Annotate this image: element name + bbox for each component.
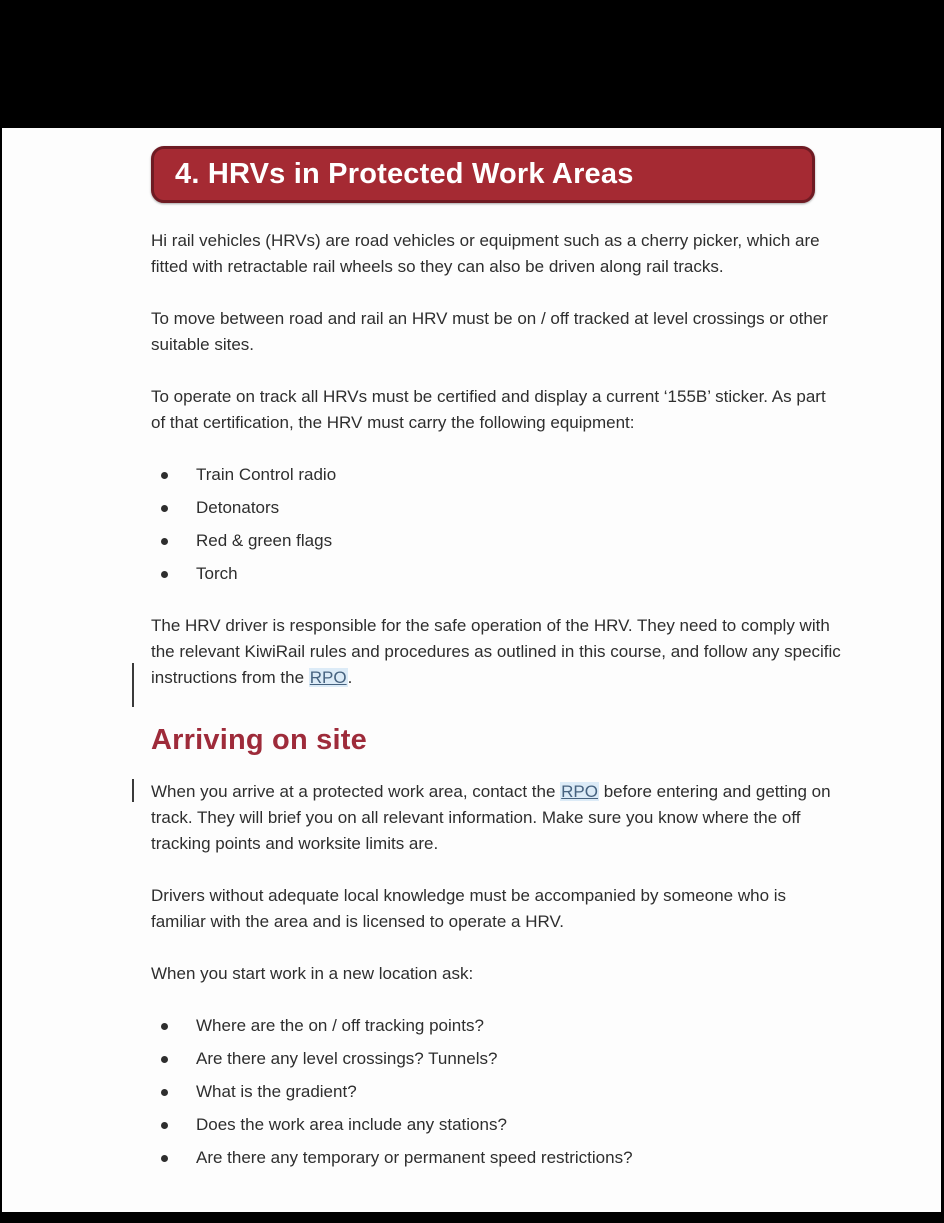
list-item: [151, 561, 843, 587]
section-heading-arriving-on-site: Arriving on site: [151, 724, 367, 756]
bullet-icon: [161, 472, 168, 479]
list-item-label: Torch: [196, 564, 238, 583]
scan-top-band: [0, 0, 944, 128]
bullet-icon: [161, 1155, 168, 1162]
chapter-title: 4. HRVs in Protected Work Areas: [175, 158, 634, 190]
paragraph-driver-responsibility: [151, 613, 843, 691]
list-item: [151, 462, 843, 488]
list-item-label: Red & green flags: [196, 531, 333, 550]
bullet-icon: [161, 1089, 168, 1096]
bullet-icon: [161, 505, 168, 512]
paragraph-on-off-tracking: To move between road and rail an HRV must be on / off tracked at level crossings or other suitable sites.: [151, 309, 828, 354]
list-item-label: Are there any level crossings? Tunnels?: [196, 1049, 498, 1068]
bullet-icon: [161, 538, 168, 545]
list-item-label: Where are the on / off tracking points?: [196, 1016, 484, 1035]
paragraph-text: When you arrive at a protected work area, contact the: [151, 782, 561, 801]
list-item: [151, 1013, 843, 1039]
paragraph-certification: To operate on track all HRVs must be certified and display a current ‘155B’ sticker. As part of that certification, the HRV must carry the following equipment:: [151, 387, 826, 432]
list-item: [151, 1046, 843, 1072]
list-item-label: Detonators: [196, 498, 280, 517]
paragraph-local-knowledge: Drivers without adequate local knowledge must be accompanied by someone who is familiar with the area and is licensed to operate a HRV.: [151, 886, 787, 931]
rpo-link[interactable]: RPO: [561, 782, 598, 801]
paragraph-text: before entering and getting on track. They will brief you on all relevant information. Make sure you know where the off tracking points and worksite limits are.: [151, 782, 831, 853]
document-page: [2, 128, 941, 1212]
scan-bottom-band: [0, 1212, 944, 1223]
revision-change-bar: [132, 779, 134, 802]
list-item: [151, 528, 843, 554]
paragraph-text: The HRV driver is responsible for the safe operation of the HRV. They need to comply with the relevant KiwiRail rules and procedures as outlined in this course, and follow any specific instructions from the: [151, 616, 841, 687]
bullet-icon: [161, 1056, 168, 1063]
list-item-label: Are there any temporary or permanent speed restrictions?: [196, 1148, 633, 1167]
list-item-label: Does the work area include any stations?: [196, 1115, 507, 1134]
bullet-icon: [161, 571, 168, 578]
list-item: [151, 1112, 843, 1138]
questions-list: [151, 1013, 843, 1171]
list-item: [151, 1145, 843, 1171]
list-item-label: Train Control radio: [196, 465, 337, 484]
list-item: [151, 1079, 843, 1105]
paragraph-arrival-contact: [151, 779, 843, 857]
bullet-icon: [161, 1023, 168, 1030]
equipment-list: [151, 462, 843, 587]
list-item: [151, 495, 843, 521]
body-copy: [151, 228, 843, 1171]
chapter-title-banner: [151, 146, 815, 203]
rpo-link[interactable]: RPO: [309, 668, 347, 687]
list-item-label: What is the gradient?: [196, 1082, 357, 1101]
paragraph-text: .: [347, 668, 353, 687]
paragraph-new-location: When you start work in a new location ask:: [151, 964, 474, 983]
bullet-icon: [161, 1122, 168, 1129]
page-content: [151, 146, 843, 1171]
paragraph-hrv-definition: Hi rail vehicles (HRVs) are road vehicles or equipment such as a cherry picker, which are fitted with retractable rail wheels so they can also be driven along rail tracks.: [151, 231, 820, 276]
revision-change-bar: [132, 663, 134, 707]
